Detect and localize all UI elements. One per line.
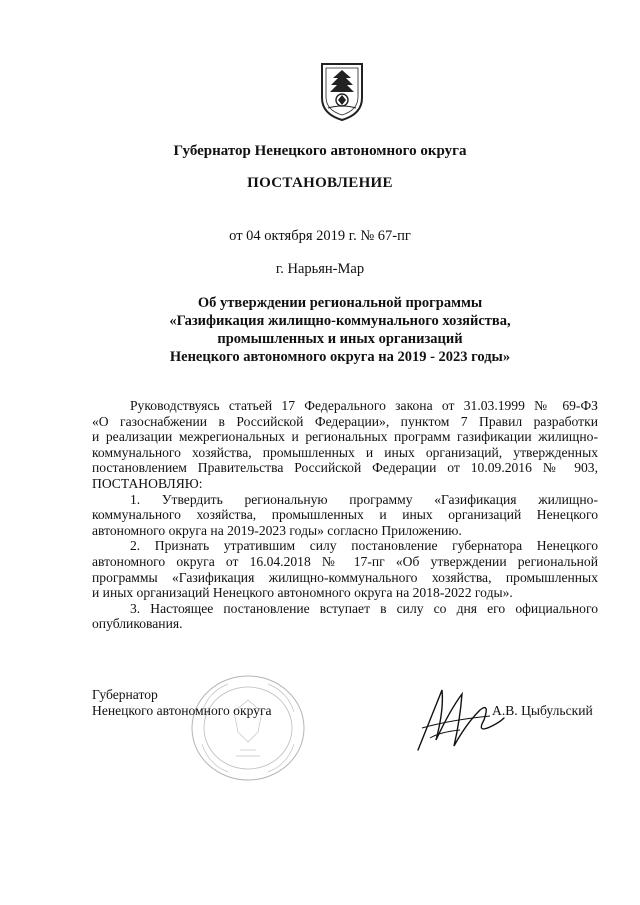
text-line: «О газоснабжении в Российской Федерации», пунктом 7 Правил разработки: [92, 413, 598, 429]
text-line: ПОСТАНОВЛЯЮ:: [92, 475, 203, 491]
text-line: и реализации межрегиональных и региональных программ газификации жилищно-: [92, 429, 598, 445]
document-title: [0, 294, 640, 366]
text-line: 2. Признать утратившим силу постановление губернатора Ненецкого: [130, 538, 598, 554]
signatory-name: А.В. Цыбульский: [492, 703, 593, 718]
item-2-paragraph: [92, 538, 598, 600]
text-line: коммунального хозяйства, промышленных и иных организаций, утвержденных: [92, 444, 598, 460]
text-line: постановлением Правительства Российской Федерации от 10.09.2016 № 903,: [92, 460, 598, 476]
text-line: опубликования.: [92, 616, 183, 632]
item-1-paragraph: [92, 492, 598, 539]
text-line: автономного округа на 2019-2023 годы» согласно Приложению.: [92, 522, 462, 538]
text-line: 1. Утвердить региональную программу «Газификация жилищно-: [130, 491, 598, 507]
position-line: Губернатор: [92, 687, 158, 702]
signatory-position: [92, 687, 272, 719]
title-line: промышленных и иных организаций: [217, 331, 463, 347]
text-line: коммунального хозяйства, промышленных и иных организаций Ненецкого: [92, 507, 598, 523]
preamble-paragraph: [92, 398, 598, 492]
document-date-number: от 04 октября 2019 г. № 67-пг: [229, 228, 411, 244]
document-city: г. Нарьян-Мар: [275, 261, 365, 277]
document-body: [92, 398, 598, 632]
text-line: 3. Настоящее постановление вступает в силу со дня его официального: [130, 600, 598, 616]
text-line: программы «Газификация жилищно-коммунального хозяйства, промышленных: [92, 569, 598, 585]
coat-of-arms-icon: [318, 60, 366, 122]
issuing-authority: Губернатор Ненецкого автономного округа: [173, 143, 467, 159]
title-line: «Газификация жилищно-коммунального хозяйства,: [169, 313, 511, 329]
title-line: Об утверждении региональной программы: [197, 295, 483, 311]
text-line: автономного округа от 16.04.2018 № 17-пг «Об утверждении региональной: [92, 553, 598, 569]
item-3-paragraph: [92, 601, 598, 632]
text-line: Руководствуясь статьей 17 Федерального закона от 31.03.1999 № 69-ФЗ: [130, 398, 598, 413]
position-line: Ненецкого автономного округа: [92, 703, 272, 718]
text-line: и иных организаций Ненецкого автономного округа на 2018-2022 годы».: [92, 585, 513, 601]
title-line: Ненецкого автономного округа на 2019 - 2023 годы»: [169, 349, 511, 365]
document-type: ПОСТАНОВЛЕНИЕ: [247, 175, 393, 191]
